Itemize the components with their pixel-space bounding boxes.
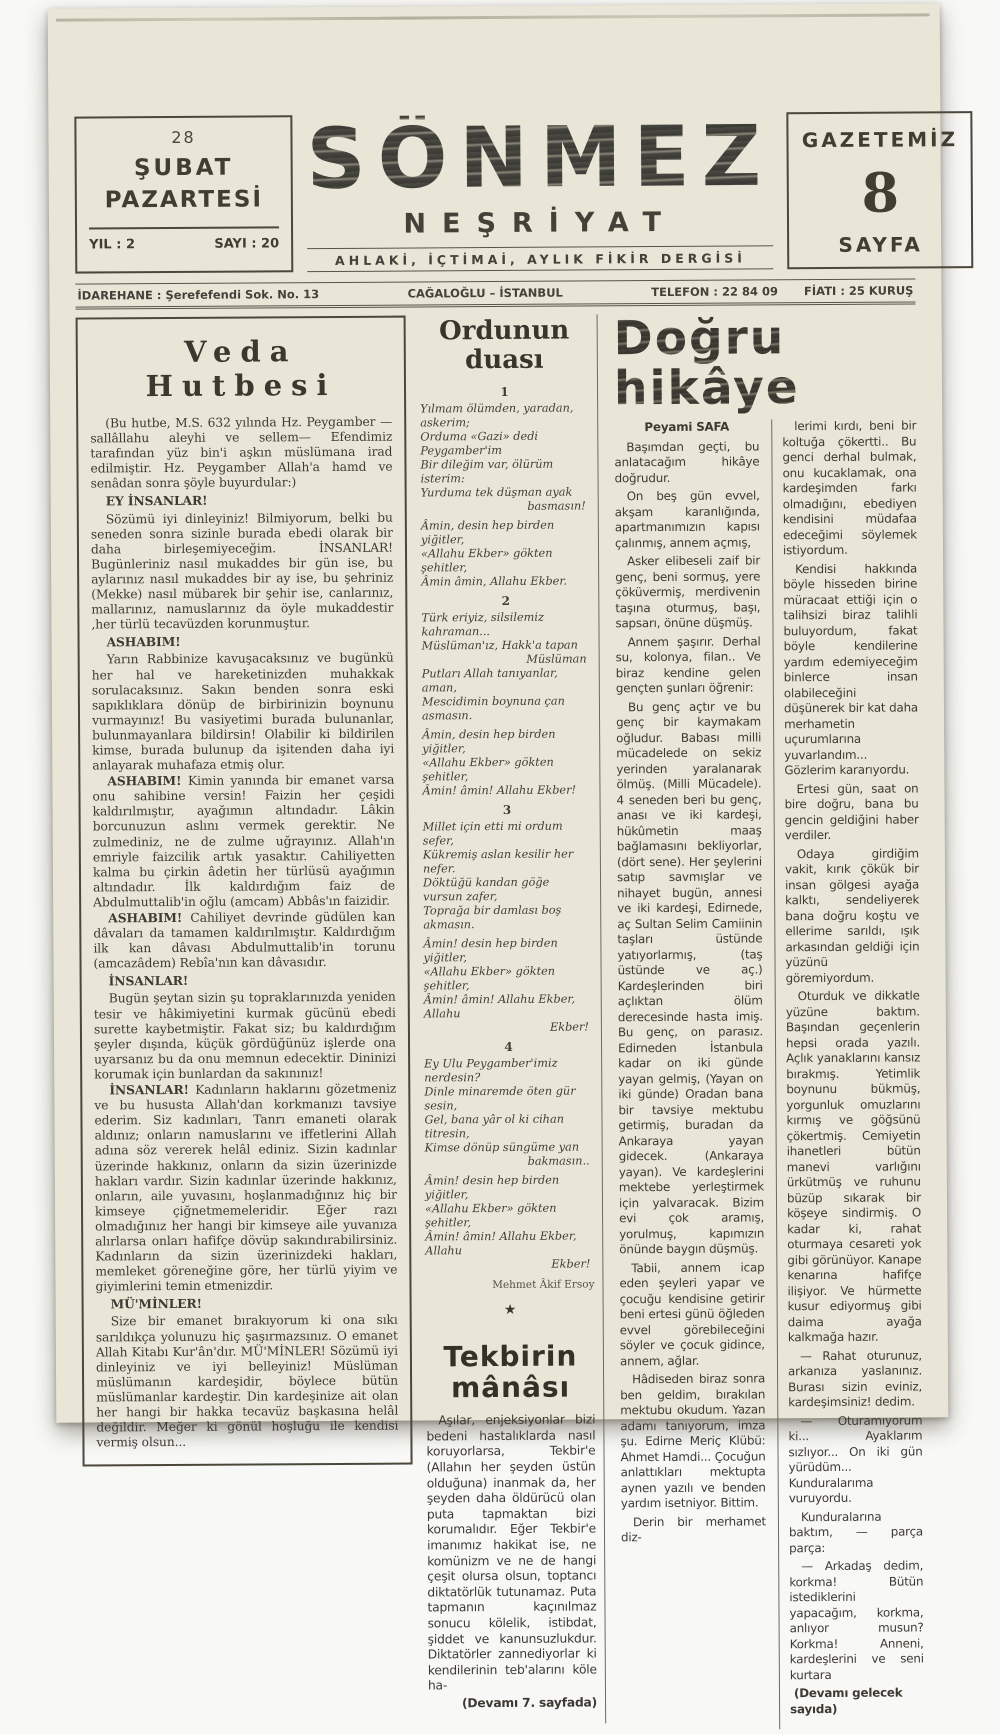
- date-box-divider: [89, 226, 279, 229]
- poem-line: Toprağa bir damlası boş akmasın.: [423, 903, 592, 932]
- paragraph-text: Bugün şeytan sizin şu topraklarınızda yeniden tesir ve hâkimiyetini kurmak gücünü ebedi surette kaybetmiştir. Fakat siz; bu kaldırdığım şeyler dışında, küçük gördüğünüz işlerde ona uyarsanız bu da onu memnun edecektir. Dininizi korumak için bunlardan da sakınınız!: [94, 990, 396, 1081]
- middle-column: [416, 314, 607, 1724]
- poem-line: 3: [423, 802, 592, 817]
- poem-line: Ey Ulu Peygamber'imiz nerdesin?: [424, 1056, 593, 1085]
- paragraph-text: ASHABIM!: [107, 634, 181, 649]
- poem-line: «Allahu Ekber» gökten şehitler,: [421, 546, 590, 575]
- paragraph: [94, 989, 397, 1082]
- paragraph: Peyami SAFA: [614, 419, 759, 435]
- poem-line: Müslüman: [422, 652, 591, 667]
- poem-line: Ekber!: [425, 1257, 594, 1272]
- poem-line: Yurduma tek düşman ayak: [421, 485, 590, 500]
- poem-line: Gel, bana yâr ol ki cihan titresin,: [424, 1112, 593, 1141]
- poem-line: «Allahu Ekber» gökten şehitler,: [422, 755, 591, 784]
- poem-line: Âmin, desin hep birden yiğitler,: [421, 518, 590, 547]
- paragraph: [94, 972, 396, 989]
- tekbir-body: [426, 1413, 597, 1712]
- tekbir-title: Tekbirin mânâsı: [426, 1341, 595, 1404]
- poem-line: Âmin! desin hep birden yiğitler,: [425, 1173, 594, 1202]
- paragraph: (Devamı gelecek sayıda): [790, 1685, 924, 1717]
- poem-line: Mehmet Âkif Ersoy: [425, 1277, 594, 1292]
- veda-title: Veda Hutbesi: [90, 334, 392, 404]
- poem-line: «Allahu Ekber» gökten şehitler,: [424, 964, 593, 993]
- poem-line: Bir dileğim var, ölürüm isterim:: [420, 457, 589, 486]
- imprint-city: CAĞALOĞLU – İSTANBUL: [408, 286, 563, 301]
- paragraph: Tabii, annem icap eden şeyleri yapar ve çocuğu kendisine getirir beni ertesi günü öğleden evvel görebileceğini söyler ve çocuk gidince, annem, ağlar.: [619, 1260, 765, 1369]
- poem-line: Orduma «Gazi» dedi Peygamber'im: [420, 429, 589, 458]
- paragraph: lerimi kırdı, beni bir koltuğa çökertti.. Bu genci derhal bulmak, onu kucaklamak, ona kardeşimden farkı olmadığını, ebediyen kendisini müdafaa edeceğimi söylemek istiyordum.: [782, 418, 917, 558]
- paragraph-text: İNSANLAR!: [109, 973, 189, 988]
- masthead: [306, 112, 773, 272]
- poem-line: Âmin, desin hep birden yiğitler,: [422, 727, 591, 756]
- paragraph: Derin bir merhamet diz-: [621, 1514, 766, 1546]
- imprint-telephone: TELEFON : 22 84 09: [651, 284, 778, 299]
- paragraph: [92, 633, 394, 650]
- paragraph-text: Yarın Rabbinize kavuşacaksınız ve bugünkü her hal ve hareketinizden muhakkak sorulacaksınız. Sakın benden sonra eski sapıklıklara dönüp de birbirinizin boynunu vurmayınız! Bu vasiyetimi burada bulunanlar, bulunmayanlara bildirsin! Olabilir ki bildirilen kimse, burada bulunup da işitenden daha iyi anlayarak muhafaza etmiş olur.: [92, 651, 395, 772]
- paragraph: [90, 414, 392, 492]
- poem-ordunun-duasi: [420, 384, 595, 1292]
- poem-line: Kükremiş aslan kesilir her nefer.: [423, 847, 592, 876]
- poem-line: Âmin! desin hep birden yiğitler,: [423, 936, 592, 965]
- paragraph: Annem şaşırır. Derhal su, kolonya, filan.. Ve biraz kendine gelen gençten şunları öğrenir:: [616, 634, 761, 697]
- article-dogru-hikaye: [608, 312, 925, 1730]
- paragraph: [96, 1295, 398, 1312]
- paragraph: Aşılar, enjeksiyonlar bizi bedeni hastalıklarda nasıl koruyorlarsa, Tekbir'e (Allahın her şeyden üstün olduğuna) inanmak da, her şeyden daha öldürücü olan puta tapmaktan bizi korumalıdır. Eğer Tekbir'e imanımız hakikat ise, ne komünizm ve ne de hangi çeşit olursa olsun, toptancı diktatörlük tutunamaz. Puta tapmanın kaçınılmaz sonucu kölelik, istibdat, şiddet ve kanunsuzlukdur. Diktatörler zannediyorlar ki kendilerinin teb'alarını köle ha-: [426, 1413, 597, 1695]
- date-box: [74, 115, 293, 273]
- story-column-1: [614, 419, 767, 1730]
- poem-line: Kimse dönüp süngüme yan: [425, 1140, 594, 1155]
- paragraph: [96, 1312, 399, 1451]
- paragraph: (Devamı 7. sayfada): [428, 1695, 597, 1712]
- poem-line: Âmin! âmin! Allahu Ekber, Allahu: [425, 1229, 594, 1258]
- poem-line: Dinle minaremde öten gür sesin,: [424, 1084, 593, 1113]
- poem-line: 4: [424, 1039, 593, 1054]
- paragraph: Odaya girdiğim vakit, kırık çökük bir insan gölgesi ayağa kalktı, sendeliyerek bana doğru koştu ve ellerime sarıldı, ışık arkasından geldiği için yüzünü göremiyordum.: [785, 846, 920, 986]
- pages-box-top: GAZETEMİZ: [795, 127, 965, 152]
- year-label: YIL : 2: [89, 237, 135, 252]
- star-separator: ★: [426, 1301, 595, 1318]
- poem-title: Ordunun duası: [420, 316, 589, 375]
- date-weekday: PAZARTESİ: [89, 186, 279, 213]
- paragraph: Kendisi hakkında böyle hisseden birine müracaat ettiği için o talihsizi biraz talihli buluyordum, fakat böyle kendilerine yardım edemiyeceğim binlerce insan olabileceğini düşünerek bir kat daha merhametin uçurumlarına yuvarlandım... Gözlerim kararıyordu.: [783, 561, 918, 779]
- paragraph: — Rahat oturunuz, arkanıza yaslanınız. Burası sizin eviniz, kardeşimsiniz! dedim.: [788, 1348, 922, 1411]
- paragraph-lead: İNSANLAR!: [109, 1082, 195, 1098]
- paragraph-text: Kadınların haklarını gözetmeniz ve bu hususta Allah'dan korkmanızı tavsiye ederim. Siz kadınları, Tanrı emaneti olarak aldınız; onların namuslarını ve iffetlerini Allah adına söz vererek helâl ediniz. Sizin kadınlar üzerinde hakkınız, onların da sizin üzerinizde hakları vardır. Sizin kadınlar üzerinde hakkınız, onların, aile yuvasını, hoşlanmadığınız hiç bir kimseye çiğnetmemeleridir. Eğer razı olmadığınız her hangi bir kimseye aile yuvanıza alırlarsa onları hafifçe dövüp sakındırabilirsiniz. Kadınların da sizin üzerinizdeki hakları, memleket göreneğine göre, her türlü yiyim ve giyimlerini temin etmenizdir.: [94, 1082, 397, 1294]
- paragraph-text: Kimin yanında bir emanet varsa onu sahibine versin! Faizin her çeşidi kaldırılmıştır, ayağımın altındadır. Lâkin borcunuzun aslını vermek gerektir. Ne zulmediniz, ne de zulme uğrayınız. Allah'ın emriyle faizcilik artık yasaktır. Cahiliyetten kalma bu çirkin âdetin her türlüsü ayağımın altındadır. İlk kaldırdığım faiz de Abdulmuttalib'in oğlu (amcam) Abbâs'ın faizidir.: [92, 773, 395, 910]
- newspaper-tagline: AHLAKİ, İÇTİMAİ, AYLIK FİKİR DERGİSİ: [307, 245, 774, 272]
- poem-line: basmasın!: [421, 499, 590, 514]
- poem-line: Putları Allah tanıyanlar, aman,: [422, 666, 591, 695]
- story-headline: Doğru hikâye: [614, 313, 903, 415]
- poem-line: 2: [421, 593, 590, 608]
- poem-line: Millet için etti mi ordum sefer,: [423, 819, 592, 848]
- paragraph-lead: ASHABIM!: [108, 910, 190, 926]
- poem-line: Mescidimin boynuna çan asmasın.: [422, 694, 591, 723]
- newspaper-page: [48, 3, 949, 1422]
- veda-body: [90, 414, 398, 1451]
- article-veda-hutbesi: [76, 316, 413, 1467]
- pages-count: 8: [795, 164, 965, 221]
- poem-line: Âmin âmin, Allahu Ekber.: [421, 574, 590, 589]
- poem-line: Müslüman'ız, Hakk'a tapan: [422, 638, 591, 653]
- paragraph: [91, 492, 393, 509]
- masthead-row: [74, 111, 915, 273]
- poem-line: bakmasın..: [425, 1154, 594, 1169]
- poem-line: Döktüğü kandan göğe vursun zafer,: [423, 875, 592, 904]
- paragraph-text: (Bu hutbe, M.S. 632 yılında Hz. Peygamber — sallâllahu aleyhi ve sellem— Efendimiz tarafından yüz bin'i aşkın müslümana irad edilmiştir. Hz. Peygamber Allah'a hamd ve senâdan sonra şöyle buyurdular:): [90, 415, 392, 491]
- paragraph: [92, 772, 395, 911]
- paragraph: Başımdan geçti, bu anlatacağım hikâye doğrudur.: [614, 439, 759, 486]
- paragraph: [91, 509, 394, 633]
- imprint-line: [75, 278, 915, 309]
- imprint-address: İDAREHANE : Şerefefendi Sok. No. 13: [77, 287, 319, 302]
- story-column-2: [771, 418, 924, 1729]
- paragraph-lead: ASHABIM!: [107, 773, 188, 788]
- pages-box: [787, 111, 974, 269]
- paragraph-text: MÜ'MİNLER!: [111, 1296, 202, 1312]
- paragraph: Asker elibeseli zaif bir genç, beni sormuş, yere çöküvermiş, merdivenin taşına oturmuş, başı, sapsarı, önüne düşmüş.: [615, 553, 760, 631]
- date-month: ŞUBAT: [89, 154, 279, 181]
- poem-line: 1: [420, 384, 589, 399]
- paragraph-text: Sözümü iyi dinleyiniz! Bilmiyorum, belki bu seneden sonra sizinle burada ebedi olarak bir daha birleşemiyeceğim. İNSANLAR! Bugünleriniz nasıl mukaddes bir gün ise, bu aylarınız nasıl mukaddes bir ay ise, bu şehriniz (Mekke) nasıl mübarek bir şehir ise, canlarınız, mallarınız, namuslarınız da öyle mukaddestir ,her türlü tecavüzden korunmuştur.: [91, 510, 394, 631]
- newspaper-subtitle: NEŞRİYAT: [307, 206, 774, 240]
- paragraph: Kunduralarına baktım, — parça parça:: [789, 1509, 923, 1556]
- paragraph: Hâdiseden biraz sonra ben geldim, bırakılan mektubu okudum. Yazan adamı tanıyorum, imza şu. Edirne Meriç Klübü: Ahmet Hamdi... Çocuğun anlattıkları mektupta aynen yazılı ve benden yardım isetniyor. Bittim.: [620, 1371, 766, 1511]
- paragraph-text: EY İNSANLAR!: [106, 493, 208, 509]
- issue-label: SAYI : 20: [214, 236, 279, 251]
- poem-line: Ekber!: [424, 1020, 593, 1035]
- imprint-price: FİATI : 25 KURUŞ: [804, 283, 913, 298]
- paragraph-text: Cahiliyet devrinde güdülen kan dâvaları da tamamen kaldırılmıştır. Kaldırdığım ilk kan dâvası Abdulmuttalib'in torunu (amcazâdem) Rebîa'nın kan dâvasıdır.: [93, 910, 395, 971]
- poem-line: Yılmam ölümden, yaradan, askerim;: [420, 401, 589, 430]
- poem-line: Türk eriyiz, silsilemiz kahraman...: [421, 610, 590, 639]
- paragraph: [92, 650, 395, 774]
- poem-line: «Allahu Ekber» gökten şehitler,: [425, 1201, 594, 1230]
- poem-line: Âmin! âmin! Allahu Ekber, Allahu: [424, 992, 593, 1021]
- paragraph: — Oturamıyorum ki... Ayaklarım sızlıyor... On iki gün yürüdüm... Kunduralarıma vuruyordu.: [788, 1413, 923, 1507]
- paragraph: [93, 909, 395, 972]
- newspaper-title: SÖNMEZ: [306, 113, 773, 204]
- date-day: 28: [88, 127, 278, 147]
- paragraph: — Arkadaş dedim, korkma! Bütün istediklerini yapacağım, korkma, anlıyor musun? Korkma! Anneni, kardeşlerini ve seni kurtara: [789, 1558, 924, 1683]
- pages-box-bottom: SAYFA: [796, 232, 966, 257]
- paragraph: Oturduk ve dikkatle yüzüne baktım. Başından geçenlerin hepsi orada yazılı. Açlık yanaklarını kansız bırakmış. Yetimlik boynunu bükmüş, yorgunluk omuzlarını kırmış ve göğsünü çökertmiş. Cemiyetin ihanetleri bütün manevi varlığını ürkütmüş ve ruhunu büzüp sıkarak bir köşeye sindirmiş. O kadar ki, rahat oturmaya cesareti yok gibi görünüyor. Kanape kenarına hafifçe ilişiyor. Ve hürmette kusur ediyormuş gibi daima ayağa kalkmağa hazır.: [786, 988, 922, 1345]
- paragraph: On beş gün evvel, akşam karanlığında, apartmanımızın kapısı çalınmış, annem açmış,: [615, 488, 760, 551]
- paragraph-text: Size bir emanet bırakıyorum ki ona sıkı sarıldıkça yolunuzu hiç şaşırmazsınız. O emanet Allah Kitabı Kur'ân'dır. MÜ'MİNLER! Sözümü iyi dinleyiniz ve iyi belleyiniz! Müslüman müslümanın kardeşidir, böylece bütün müslümanlar kardeştir. Din kardeşinize ait olan her hangi bir hakka tecavüz başkasına helâl değildir. Meğer ki gönül hoşluğu ile kendisi vermiş olsun...: [96, 1313, 399, 1450]
- paragraph: [94, 1081, 397, 1295]
- poem-line: Âmin! âmin! Allahu Ekber!: [422, 783, 591, 798]
- paragraph: Ertesi gün, saat on bire doğru, bana bu gencin geldiğini haber verdiler.: [784, 781, 918, 844]
- paragraph: Bu genç açtır ve bu genç bir kaymakam oğludur. Babası milli mücadelede on sekiz yerinden yaralanarak ölmüş. (Milli Mücadele). 4 seneden beri bu genç, anası ve iki kardeşi, hükûmetin maaş bağlamasını bekliyorlar, (dört sene). Her şeylerini satıp savmışlar ve nihayet bugün, annesi ve iki kardeşi, Edirnede, aç Sultan Selim Camiinin taşları üstünde yatıyorlarmış, (taş üstünde ve aç.) Kardeşlerinden biri açlıktan ölüm derecesinde hasta imiş. Bu genç, on parasız. Edirneden İstanbula kadar on iki günde yayan gelmiş, (Yayan on iki günde) Oradan bana bir tavsiye mektubu getirmiş, buradan da Ankaraya yayan gidecek. (Ankaraya yayan). Ve kardeşlerini mektebe yerleştirmek için yalvaracak. Bizim evi çok aramış, yorulmuş, kapımızın önünde baygın düşmüş.: [616, 699, 764, 1258]
